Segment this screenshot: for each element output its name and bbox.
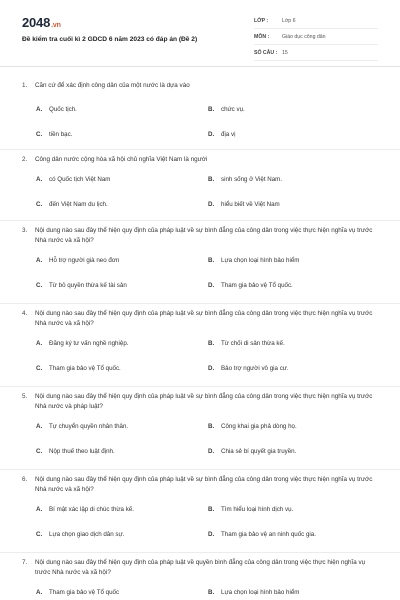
answer-letter: B.: [208, 106, 215, 113]
answer-option[interactable]: [208, 497, 380, 522]
answer-letter: A.: [36, 506, 43, 513]
logo-tld: .vn: [51, 22, 61, 29]
answer-text: Lựa chọn loại hình bảo hiểm: [221, 257, 300, 264]
meta-value: Giáo dục công dân: [282, 33, 326, 40]
answer-letter: A.: [36, 589, 43, 596]
question-7: [0, 553, 400, 600]
question-text: [22, 387, 378, 412]
question-list: [0, 76, 400, 600]
answer-text: Tham gia bảo vệ Tổ quốc: [49, 589, 120, 596]
answer-letter: A.: [36, 423, 43, 430]
answer-text: Từ chối di sản thừa kế.: [221, 340, 285, 347]
answer-option[interactable]: [36, 522, 208, 547]
answer-text: Tự chuyển quyền nhân thân.: [49, 423, 129, 430]
question-text: [22, 304, 378, 329]
answer-letter: A.: [36, 106, 43, 113]
answer-letter: A.: [36, 340, 43, 347]
question-number: 4.: [22, 310, 28, 317]
answer-letter: B.: [208, 257, 215, 264]
answer-letter: C.: [36, 448, 43, 455]
answer-letter: A.: [36, 176, 43, 183]
question-body: Nội dung nào sau đây thể hiện quy định của pháp luật về sự bình đẳng của công dân trong việc thực hiện nghĩa vụ trước Nhà nước và xã hội?: [35, 227, 373, 244]
answer-letter: C.: [36, 365, 43, 372]
header-divider: [0, 66, 400, 67]
answer-letter: D.: [208, 448, 215, 455]
answer-text: Bảo trợ người vô gia cư.: [221, 365, 289, 372]
answer-text: Hỗ trợ người già neo đơn: [49, 257, 120, 264]
answer-letter: B.: [208, 506, 215, 513]
answer-option[interactable]: [208, 356, 380, 381]
answer-grid: [22, 248, 378, 298]
meta-key: MÔN :: [254, 33, 270, 40]
answer-option[interactable]: [208, 97, 380, 122]
meta-key: LỚP :: [254, 17, 269, 24]
answer-text: Đăng ký tư vấn nghề nghiệp.: [49, 340, 129, 347]
answer-text: có Quốc tịch Việt Nam: [49, 176, 111, 183]
answer-option[interactable]: [208, 580, 380, 600]
answer-text: Tham gia bảo vệ Tổ quốc.: [221, 282, 293, 289]
question-text: [22, 553, 378, 578]
answer-option[interactable]: [208, 248, 380, 273]
question-body: Công dân nước cộng hòa xã hội chủ nghĩa Việt Nam là người: [35, 156, 208, 163]
answer-letter: D.: [208, 365, 215, 372]
answer-option[interactable]: [208, 122, 380, 147]
answer-grid: [22, 580, 378, 600]
question-body: Nội dung nào sau đây thể hiện quy định của pháp luật về quyền bình đẳng của công dân trong việc thực hiện nghĩa vụ trước Nhà nước và xã hội?: [35, 559, 366, 576]
answer-text: Bí mật xác lập di chúc thừa kế.: [49, 506, 134, 513]
answer-option[interactable]: [36, 439, 208, 464]
question-number: 2.: [22, 156, 28, 163]
meta-row-subject: [254, 29, 378, 45]
question-number: 3.: [22, 227, 28, 234]
question-2: [0, 150, 400, 221]
question-number: 6.: [22, 476, 28, 483]
answer-option[interactable]: [36, 167, 208, 192]
answer-letter: D.: [208, 131, 215, 138]
answer-text: Lựa chọn giao dịch dân sự.: [49, 531, 125, 538]
answer-option[interactable]: [208, 273, 380, 298]
question-number: 7.: [22, 559, 28, 566]
answer-option[interactable]: [208, 439, 380, 464]
question-body: Nội dung nào sau đây thể hiện quy định của pháp luật về sự bình đẳng của công dân trong việc thực hiện nghĩa vụ trước Nhà nước và xã hội?: [35, 476, 373, 493]
answer-grid: [22, 167, 378, 217]
answer-grid: [22, 414, 378, 464]
meta-row-count: [254, 45, 378, 61]
answer-letter: C.: [36, 282, 43, 289]
question-6: [0, 470, 400, 553]
question-1: [0, 76, 400, 150]
answer-letter: C.: [36, 201, 43, 208]
question-text: [22, 470, 378, 495]
answer-option[interactable]: [208, 331, 380, 356]
answer-text: Tham gia bảo vệ Tổ quốc.: [49, 365, 121, 372]
answer-option[interactable]: [208, 192, 380, 217]
answer-letter: B.: [208, 176, 215, 183]
answer-option[interactable]: [36, 356, 208, 381]
answer-option[interactable]: [36, 273, 208, 298]
answer-grid: [22, 331, 378, 381]
document-title: Đề kiểm tra cuối kì 2 GDCD 6 năm 2023 có đáp án (Đề 2): [22, 36, 198, 43]
answer-letter: D.: [208, 531, 215, 538]
question-text: [22, 221, 378, 246]
question-body: Căn cứ để xác định công dân của một nước là dựa vào: [35, 82, 190, 89]
question-text: [22, 76, 378, 91]
answer-letter: B.: [208, 423, 215, 430]
answer-text: Lựa chọn loại hình bảo hiểm: [221, 589, 300, 596]
meta-value: 15: [282, 49, 288, 56]
answer-text: Nộp thuế theo luật định.: [49, 448, 115, 455]
answer-option[interactable]: [36, 97, 208, 122]
question-5: [0, 387, 400, 470]
question-4: [0, 304, 400, 387]
answer-text: Tham gia bảo vệ an ninh quốc gia.: [221, 531, 316, 538]
answer-option[interactable]: [208, 167, 380, 192]
answer-text: Công khai gia phả dòng họ.: [221, 423, 297, 430]
question-number: 1.: [22, 82, 28, 89]
answer-letter: B.: [208, 340, 215, 347]
answer-option[interactable]: [36, 192, 208, 217]
answer-text: Tìm hiểu loại hình dịch vụ.: [221, 506, 294, 513]
question-number: 5.: [22, 393, 28, 400]
logo-text: 2048: [22, 15, 51, 30]
question-body: Nội dung nào sau đây thể hiện quy định của pháp luật về sự bình đẳng của công dân trong việc thực hiện nghĩa vụ trước Nhà nước và xã hội?: [35, 310, 373, 327]
answer-text: Quốc tịch.: [49, 106, 77, 113]
answer-grid: [22, 497, 378, 547]
site-logo[interactable]: [22, 15, 61, 30]
answer-text: Chia sẻ bí quyết gia truyền.: [221, 448, 297, 455]
answer-option[interactable]: [36, 331, 208, 356]
meta-row-class: [254, 13, 378, 29]
answer-option[interactable]: [36, 414, 208, 439]
answer-text: sinh sống ở Việt Nam.: [221, 176, 283, 183]
answer-option[interactable]: [36, 580, 208, 600]
answer-option[interactable]: [36, 122, 208, 147]
page-header: [0, 0, 400, 62]
answer-letter: C.: [36, 131, 43, 138]
answer-letter: A.: [36, 257, 43, 264]
answer-option[interactable]: [36, 497, 208, 522]
answer-text: Từ bỏ quyền thừa kế tài sản: [49, 282, 127, 289]
document-meta: [254, 13, 378, 61]
meta-key: SỐ CÂU :: [254, 49, 278, 56]
answer-option[interactable]: [208, 522, 380, 547]
answer-text: đến Việt Nam du lịch.: [49, 201, 108, 208]
meta-value: Lớp 6: [282, 17, 296, 24]
question-text: [22, 150, 378, 165]
answer-letter: C.: [36, 531, 43, 538]
answer-text: tiền bạc.: [49, 131, 73, 138]
answer-letter: D.: [208, 282, 215, 289]
answer-text: chức vụ.: [221, 106, 245, 113]
answer-grid: [22, 97, 378, 147]
answer-option[interactable]: [36, 248, 208, 273]
answer-option[interactable]: [208, 414, 380, 439]
answer-letter: B.: [208, 589, 215, 596]
answer-letter: D.: [208, 201, 215, 208]
answer-text: địa vị: [221, 131, 236, 138]
question-body: Nội dung nào sau đây thể hiện quy định của pháp luật về sự bình đẳng của công dân trong việc thực hiện nghĩa vụ trước Nhà nước và pháp luật?: [35, 393, 373, 410]
answer-text: hiểu biết về Việt Nam: [221, 201, 280, 208]
question-3: [0, 221, 400, 304]
